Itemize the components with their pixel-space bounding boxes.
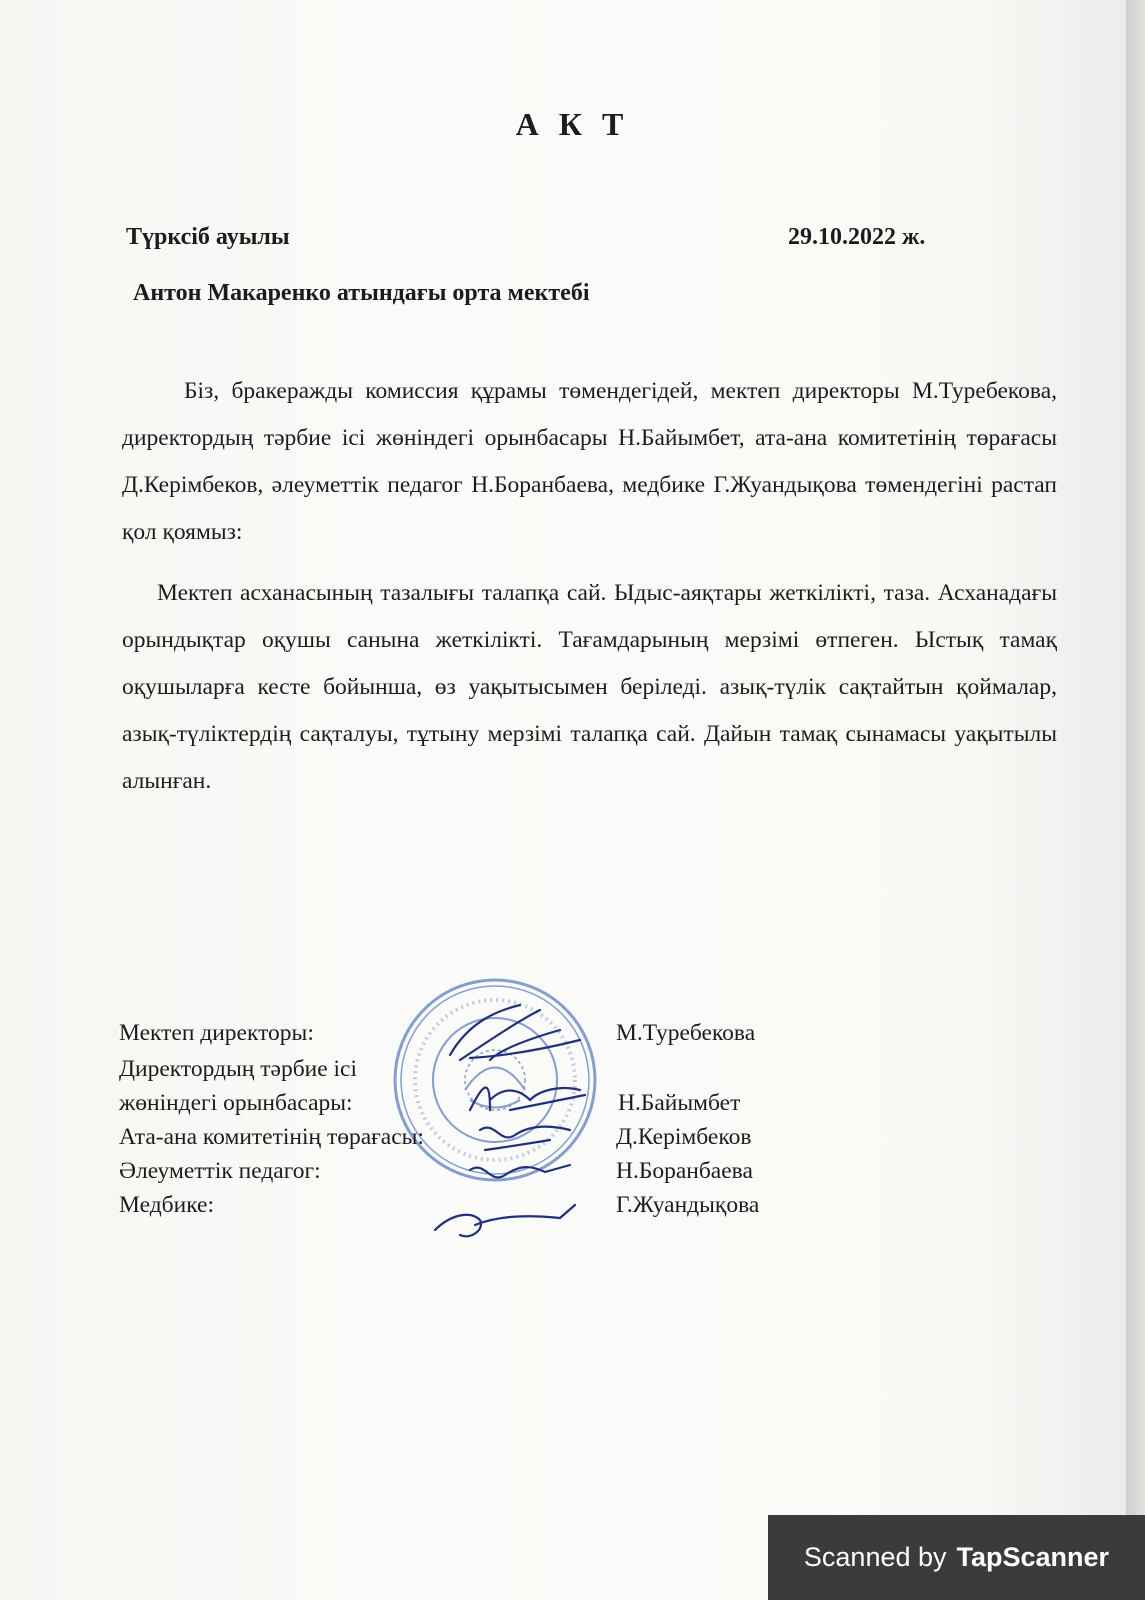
signatory-name: Д.Керімбеков [616,1124,752,1150]
commission-paragraph: Біз, бракеражды комиссия құрамы төмендегідей, мектеп директоры М.Туребекова, директордың тәрбие ісі жөніндегі орынбасары Н.Байымбет, ата-ана комитетінің төрағасы Д.Керімбеков, әлеуметтік педагог Н.Боранбаева, медбике Г.Жуандықова төмендегіні растап қол қоямыз: [122,378,1057,545]
signatory-name: М.Туребекова [616,1020,756,1046]
page-edge-shadow [1126,0,1145,1600]
signatory-name: Н.Боранбаева [616,1158,753,1184]
scanner-prefix: Scanned by [803,1542,947,1572]
signatory-role: Директордың тәрбие ісі [119,1056,358,1082]
document-title: А К Т [515,106,630,142]
inspection-paragraph: Мектеп асханасының тазалығы талапқа сай. Ыдыс-аяқтары жеткілікті, таза. Асханадағы орындықтар оқушы санына жеткілікті. Тағамдарының мерзімі өтпеген. Ыстық тамақ оқушыларға кесте бойынша, өз уақытысымен беріледі. азық-түлік сақтайтын қоймалар, азық-түліктердің сақталуы, тұтыну мерзімі талапқа сай. Дайын тамақ сынамасы уақытылы алынған. [122,580,1057,794]
signatory-role: Мектеп директоры: [119,1020,314,1046]
signatory-role: Медбике: [119,1192,214,1218]
scanner-brand: TapScanner [956,1542,1110,1572]
signatory-name: Н.Байымбет [618,1090,741,1116]
signatory-name: Г.Жуандықова [616,1192,760,1218]
document-date: 29.10.2022 ж. [788,224,926,250]
school-name: Антон Макаренко атындағы орта мектебі [133,280,590,306]
village-name: Түрксіб ауылы [126,224,290,250]
signatures-icon [430,1000,630,1280]
signatory-role: Әлеуметтік педагог: [119,1158,321,1184]
signatory-role: Ата-ана комитетінің төрағасы: [119,1124,424,1150]
signatory-role: жөніндегі орынбасары: [119,1090,353,1116]
scanner-badge [768,1515,1145,1600]
